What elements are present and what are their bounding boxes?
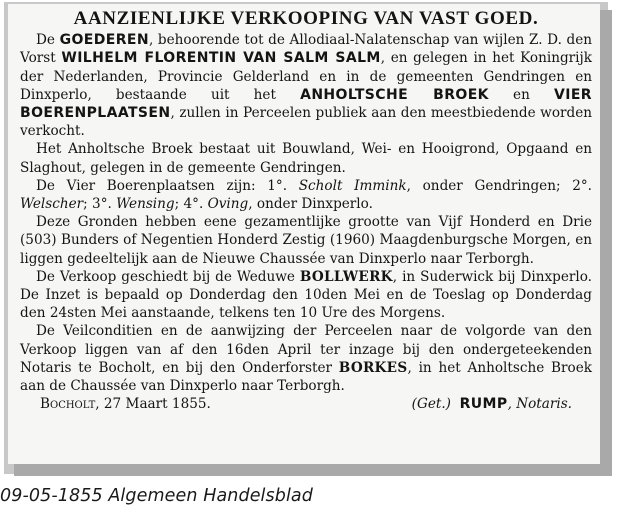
clipping-frame	[4, 2, 608, 474]
paragraph-farms: De Vier Boerenplaatsen zijn: 1°. Scholt Immink, onder Gendringen; 2°. Welscher; 3°. Wensing; 4°. Oving, onder Dinxperlo.	[20, 177, 593, 213]
paragraph-size: Deze Gronden hebben eene gezamentlijke grootte van Vijf Honderd en Drie (503) Bunders of Negentien Honderd Zestig (1960) Maagdenburgsche Morgen, en liggen gedeeltelijk aan de Nieuwe Chaussée van Dinxperlo naar Terborgh.	[20, 214, 592, 267]
newspaper-clipping	[8, 4, 600, 464]
notary: (Get.) RUMP, Notaris.	[411, 396, 572, 413]
signature-line	[20, 395, 592, 413]
clipping-headline: AANZIENLIJKE VERKOOPING VAN VAST GOED.	[73, 8, 539, 29]
paragraph-goods: De GOEDEREN, behoorende tot de Allodiaal-Nalatenschap van wijlen Z. D. den Vorst WILHELM FLORENTIN VAN SALM SALM, en gelegen in het Koningrijk der Nederlanden, Provincie Gelderland en in de gemeenten Gendringen en Dinxperlo, bestaande uit het ANHOLTSCHE BROEK en VIER BOERENPLAATSEN, zullen in Perceelen publiek aan den meestbiedende worden verkocht.	[20, 32, 593, 140]
paragraph-conditions: De Veilconditien en de aanwijzing der Perceelen naar de volgorde van den Verkoop liggen van af den 16den April ter inzage bij den ondergeteekenden Notaris te Bocholt, en bij den Onderforster BORKES, in het Anholtsche Broek aan de Chaussée van Dinxperlo naar Terborgh.	[20, 323, 592, 395]
paragraph-sale: De Verkoop geschiedt bij de Weduwe BOLLWERK, in Suderwick bij Dinxperlo. De Inzet is bepaald op Donderdag den 10den Mei en de Toeslag op Donderdag den 24sten Mei aanstaande, telkens ten 10 Ure des Morgens.	[20, 268, 592, 322]
place-date: Bocholt, 27 Maart 1855.	[40, 396, 211, 413]
paragraph-broek: Het Anholtsche Broek bestaat uit Bouwland, Wei- en Hooigrond, Opgaand en Slaghout, gelegen in de gemeente Gendringen.	[20, 141, 592, 176]
source-caption: 09-05-1855 Algemeen Handelsblad	[0, 486, 313, 506]
